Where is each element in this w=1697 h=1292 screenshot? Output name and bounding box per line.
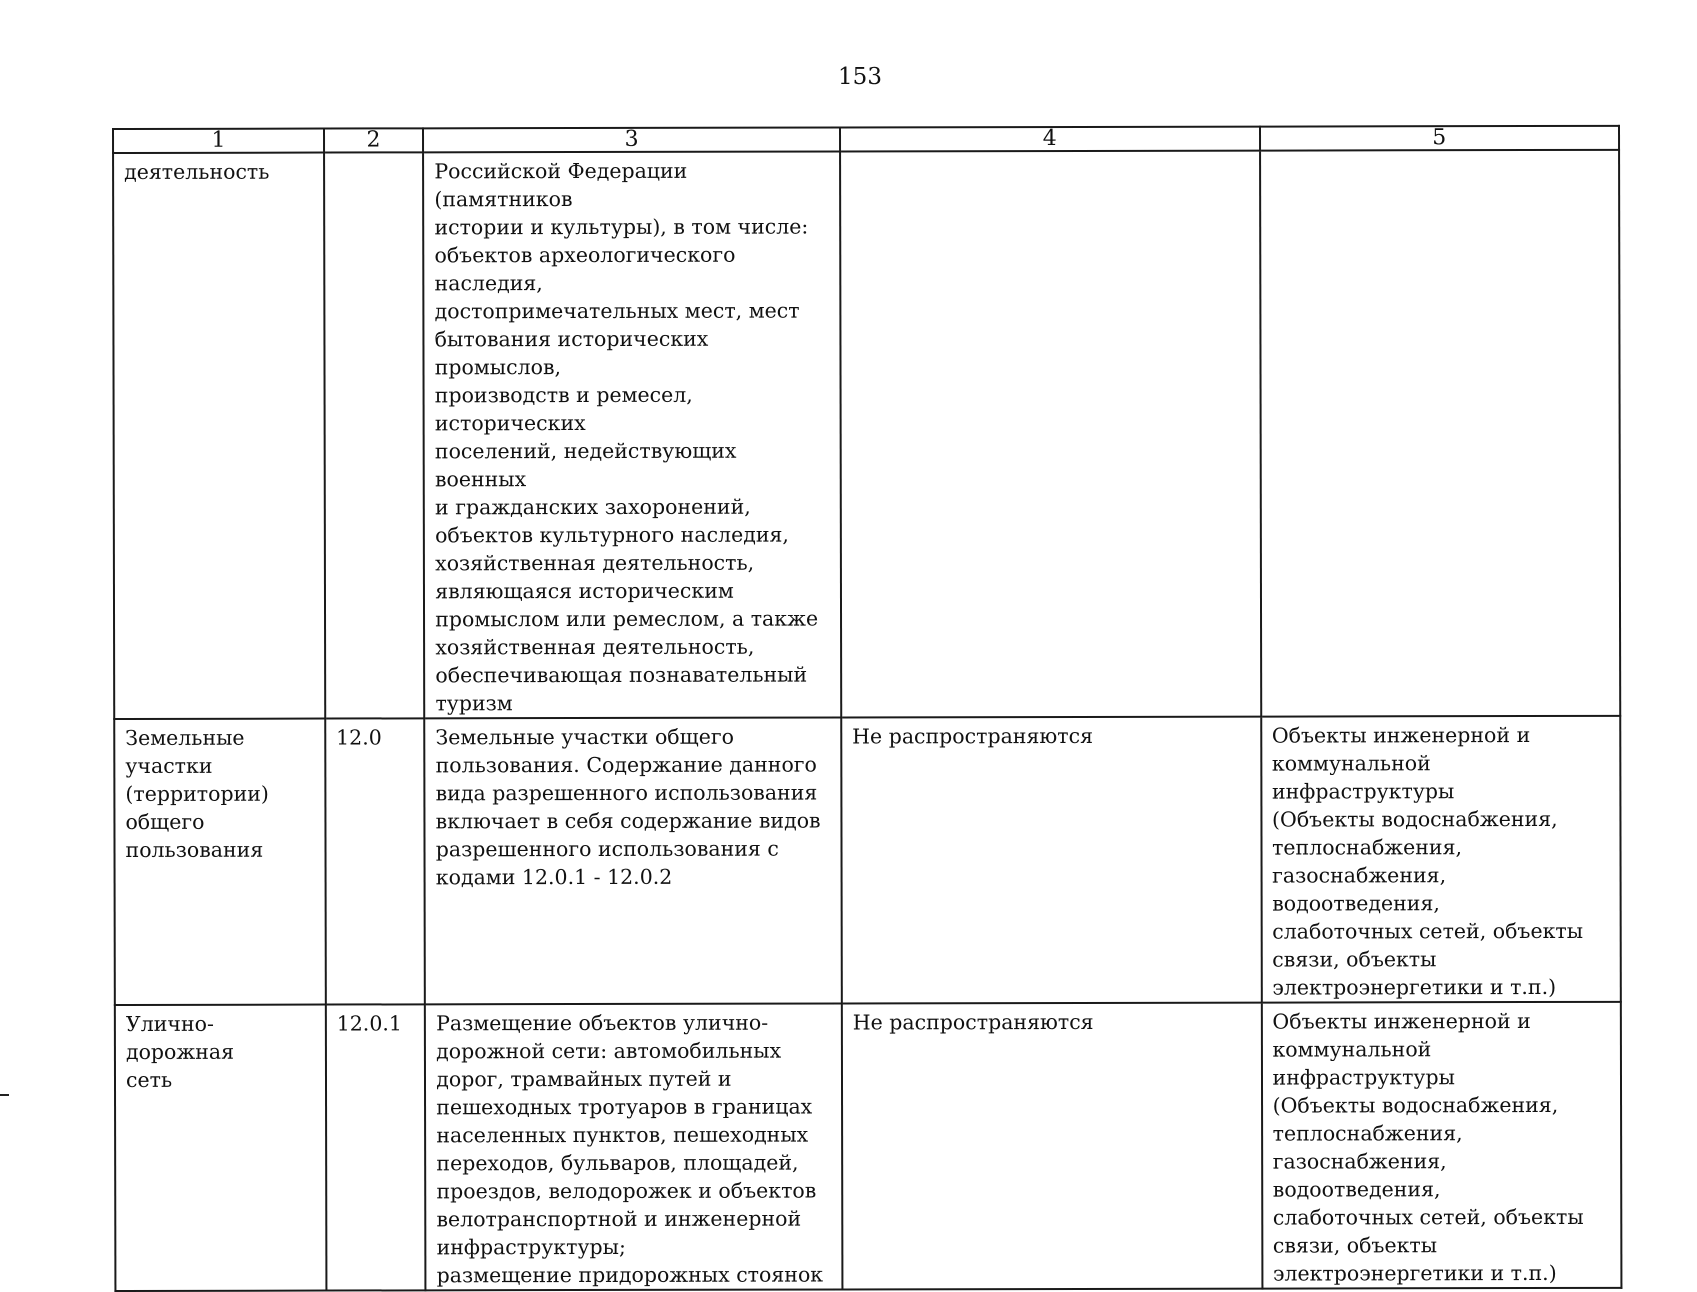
row-code-cell bbox=[325, 718, 425, 1004]
row-limits-cell bbox=[840, 151, 1261, 718]
row-limits: Не распространяются bbox=[852, 1009, 1094, 1035]
row-name-cell bbox=[115, 1005, 326, 1291]
row-description: Земельные участки общего пользования. Содержание данного вида разрешенного использования включает в себя содержание видов разрешенного использования с кодами 12.0.1 - 12.0.2 bbox=[435, 724, 821, 890]
row-objects bbox=[1261, 151, 1618, 156]
row-description-cell bbox=[424, 717, 841, 1004]
row-objects-cell bbox=[1260, 150, 1621, 717]
column-number-2: 2 bbox=[324, 128, 423, 152]
row-name: Улично-дорожная сеть bbox=[125, 1011, 235, 1092]
column-number-4: 4 bbox=[840, 127, 1260, 152]
row-name: Земельные участки (территории) общего пользования bbox=[125, 725, 269, 862]
row-description-cell bbox=[423, 151, 841, 718]
row-code: 12.0.1 bbox=[336, 1011, 402, 1036]
row-limits-cell bbox=[842, 1003, 1262, 1290]
row-code: 12.0 bbox=[336, 725, 382, 750]
row-objects: Объекты инженерной и коммунальной инфраструктуры (Объекты водоснабжения, теплоснабжения, газоснабжения, водоотведения, слаботочных сетей, объекты связи, объекты электроэнергетики и т.п.) bbox=[1271, 723, 1584, 1000]
row-objects: Объекты инженерной и коммунальной инфраструктуры (Объекты водоснабжения, теплоснабжения, газоснабжения, водоотведения, слаботочных сетей, объекты связи, объекты электроэнергетики и т.п.) bbox=[1272, 1009, 1584, 1286]
table-row bbox=[114, 716, 1621, 1005]
row-limits-cell bbox=[841, 717, 1261, 1004]
column-number-5: 5 bbox=[1260, 126, 1620, 151]
table-row bbox=[113, 150, 1620, 719]
row-description: Российской Федерации (памятников истории и культуры), в том числе: объектов археологического наследия, достопримечательных мест, мест бытования исторических промыслов, производств и ремесел, исторических поселений, недействующих военных и гражданских захоронений, объектов культурного наследия, хозяйственная деятельность, являющаяся историческим промыслом или ремеслом, а также хозяйственная деятельность, обеспечивающая познавательный туризм bbox=[434, 158, 819, 716]
row-limits bbox=[841, 152, 1259, 157]
row-code-cell bbox=[324, 152, 425, 718]
row-name-cell bbox=[113, 153, 325, 719]
row-code bbox=[325, 153, 422, 157]
table-row bbox=[115, 1002, 1622, 1291]
row-objects-cell bbox=[1261, 1002, 1621, 1289]
table-header-row bbox=[113, 126, 1619, 153]
row-description: Размещение объектов улично- дорожной сети: автомобильных дорог, трамвайных путей и пешеходных тротуаров в границах населенных пунктов, пешеходных переходов, бульваров, площадей, проездов, велодорожек и объектов велотранспортной и инженерной инфраструктуры; размещение придорожных стоянок bbox=[436, 1010, 824, 1288]
land-use-table bbox=[112, 125, 1622, 1292]
row-limits: Не распространяются bbox=[852, 723, 1094, 749]
row-code-cell bbox=[326, 1004, 426, 1290]
column-number-1: 1 bbox=[113, 129, 324, 153]
row-name: деятельность bbox=[124, 159, 270, 184]
row-objects-cell bbox=[1261, 716, 1621, 1003]
row-description-cell bbox=[425, 1003, 842, 1290]
margin-mark bbox=[0, 1094, 9, 1096]
page-number: 153 bbox=[838, 64, 882, 90]
row-name-cell bbox=[114, 719, 325, 1005]
column-number-3: 3 bbox=[423, 127, 840, 152]
